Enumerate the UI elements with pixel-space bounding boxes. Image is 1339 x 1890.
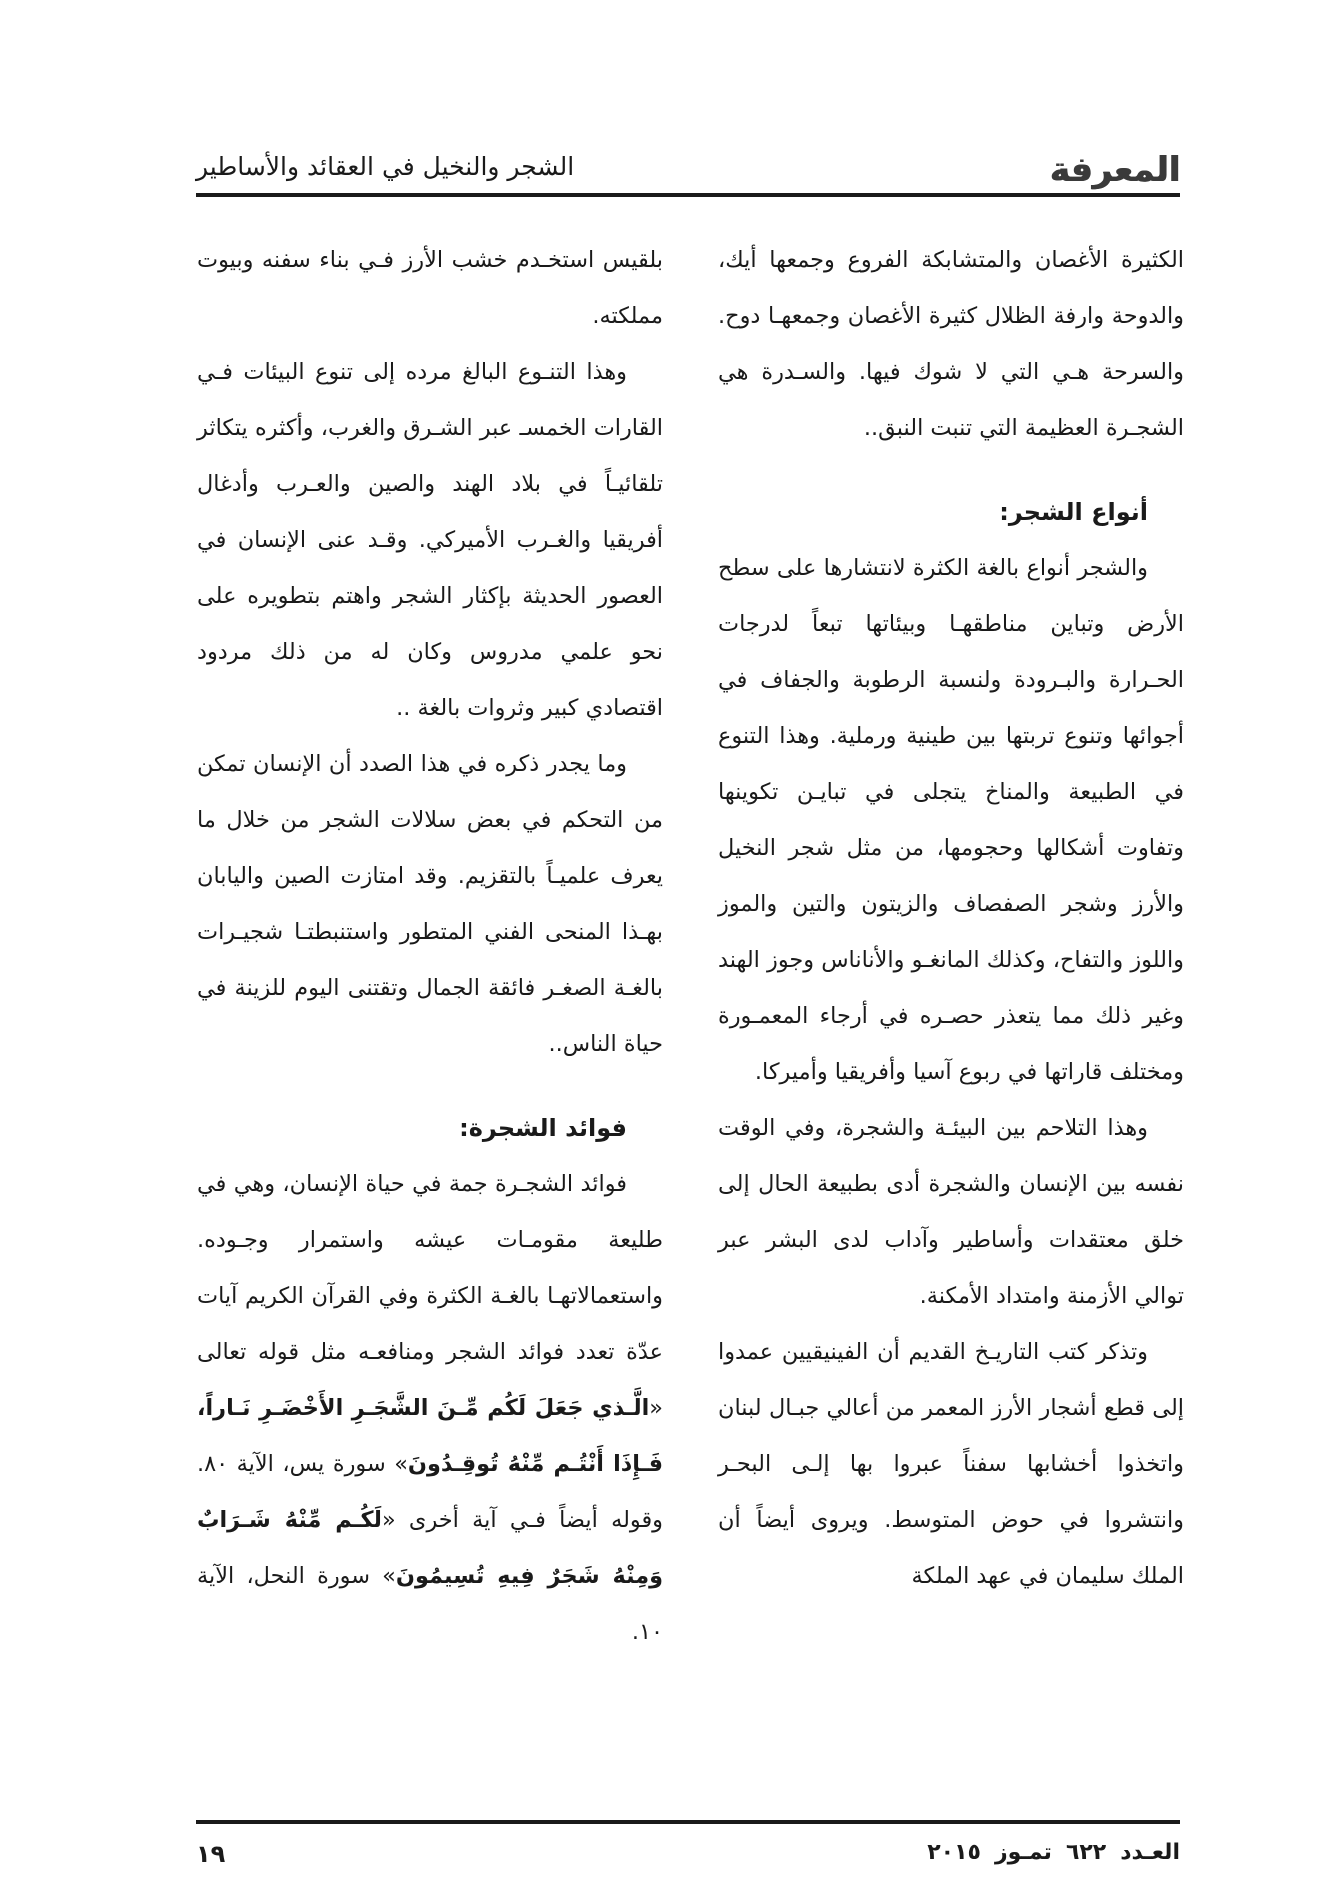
issue-info [913, 1840, 1180, 1865]
issue-label: العـدد [1120, 1840, 1180, 1865]
page-footer [196, 1840, 1180, 1880]
paragraph-text: » سورة النحل، الآية ١٠. [197, 1563, 663, 1645]
paragraph-text: فوائد الشجـرة جمة في حياة الإنسان، وهي في طليعة مقومـات عيشه واستمرار وجـوده. واستعمالاتهـا بالغـة الكثرة وفي القرآن الكريم آيات عدّة تعدد فوائد الشجر ومنافعـه مثل قوله تعالى « [197, 1171, 663, 1421]
paragraph: وهذا التنـوع البالغ مرده إلى تنوع البيئات فـي القارات الخمسـ عبر الشـرق والغرب، وأكثره يتكاثر تلقائيـاً في بلاد الهند والصين والعـرب وأدغال أفريقيا والغـرب الأميركي. وقـد عنى الإنسان في العصور الحديثة بإكثار الشجر واهتم بتطويره على نحو علمي مدروس وكان له من ذلك مردود اقتصادي كبير وثروات بالغة .. [197, 359, 663, 721]
issue-number: ٦٢٢ [1065, 1840, 1107, 1865]
paragraph: وتذكر كتب التاريـخ القديم أن الفينيقيين عمدوا إلى قطع أشجار الأرز المعمر من أعالي جبـال لبنان واتخذوا أخشابها سفناً عبروا بها إلـى البحـر وانتشروا في حوض المتوسط. ويروى أيضاً أن الملك سليمان في عهد الملكة [718, 1339, 1184, 1589]
section-heading: فوائد الشجرة: [459, 1114, 627, 1142]
issue-year: ٢٠١٥ [927, 1840, 981, 1865]
issue-month: تمـوز [994, 1840, 1052, 1865]
running-title: الشجر والنخيل في العقائد والأساطير [196, 152, 575, 181]
header-rule [196, 193, 1180, 197]
paragraph-with-verses [197, 1156, 663, 1660]
quran-verse: الَّـذي جَعَلَ لَكُم مِّـنَ الشَّجَـرِ الأَخْضَـرِ نَـاراً، فَـإِذَا أَنْتُـم مِّنْهُ تُوقِـدُونَ [197, 1395, 663, 1477]
paragraph: الكثيرة الأغصان والمتشابكة الفروع وجمعها أيك، والدوحة وارفة الظلال كثيرة الأغصان وجمعهـا دوح. والسرحة هـي التي لا شوك فيها. والسـدرة هي الشجـرة العظيمة التي تنبت النبق.. [718, 247, 1184, 441]
paragraph: والشجر أنواع بالغة الكثرة لانتشارها على سطح الأرض وتباين مناطقهـا وبيئاتها تبعاً لدرجات الحـرارة والبـرودة ولنسبة الرطوبة والجفاف في أجوائها وتنوع تربتها بين طينية ورملية. وهذا التنوع في الطبيعة والمناخ يتجلى في تبايـن تكوينها وتفاوت أشكالها وحجومها، من مثل شجر النخيل والأرز وشجر الصفصاف والزيتون والتين والموز واللوز والتفاح، وكذلك المانغـو والأناناس وجوز الهند وغير ذلك مما يتعذر حصـره في أرجاء المعمـورة ومختلف قاراتها في ربوع آسيا وأفريقيا وأميركا. [718, 555, 1184, 1085]
footer-rule [196, 1820, 1180, 1824]
paragraph: وما يجدر ذكره في هذا الصدد أن الإنسان تمكن من التحكم في بعض سلالات الشجر من خلال ما يعرف علميـاً بالتقزيم. وقد امتازت الصين واليابان بهـذا المنحى الفني المتطور واستنبطتـا شجيـرات بالغـة الصغـر فائقة الجمال وتقتنى اليوم للزينة في حياة الناس.. [197, 751, 663, 1057]
magazine-logo: المعرفة [1049, 150, 1180, 190]
page-header [196, 148, 1180, 188]
quran-verse: لَكُـم مِّنْهُ شَـرَابٌ وَمِنْهُ شَجَرٌ فِيهِ تُسِيمُونَ [197, 1507, 663, 1589]
paragraph: بلقيس استخـدم خشب الأرز فـي بناء سفنه وبيوت مملكته. [197, 247, 663, 329]
paragraph-text: » سورة يس، الآية ٨٠. وقوله أيضاً فـي آية أخرى « [197, 1451, 663, 1533]
left-column [197, 232, 663, 1660]
paragraph: وهذا التلاحم بين البيئـة والشجرة، وفي الوقت نفسه بين الإنسان والشجرة أدى بطبيعة الحال إلى خلق معتقدات وأساطير وآداب لدى البشر عبر توالي الأزمنة وامتداد الأمكنة. [718, 1115, 1184, 1309]
section-heading: أنواع الشجر: [999, 498, 1148, 526]
right-column [718, 232, 1184, 1604]
page-number: ١٩ [196, 1840, 226, 1868]
